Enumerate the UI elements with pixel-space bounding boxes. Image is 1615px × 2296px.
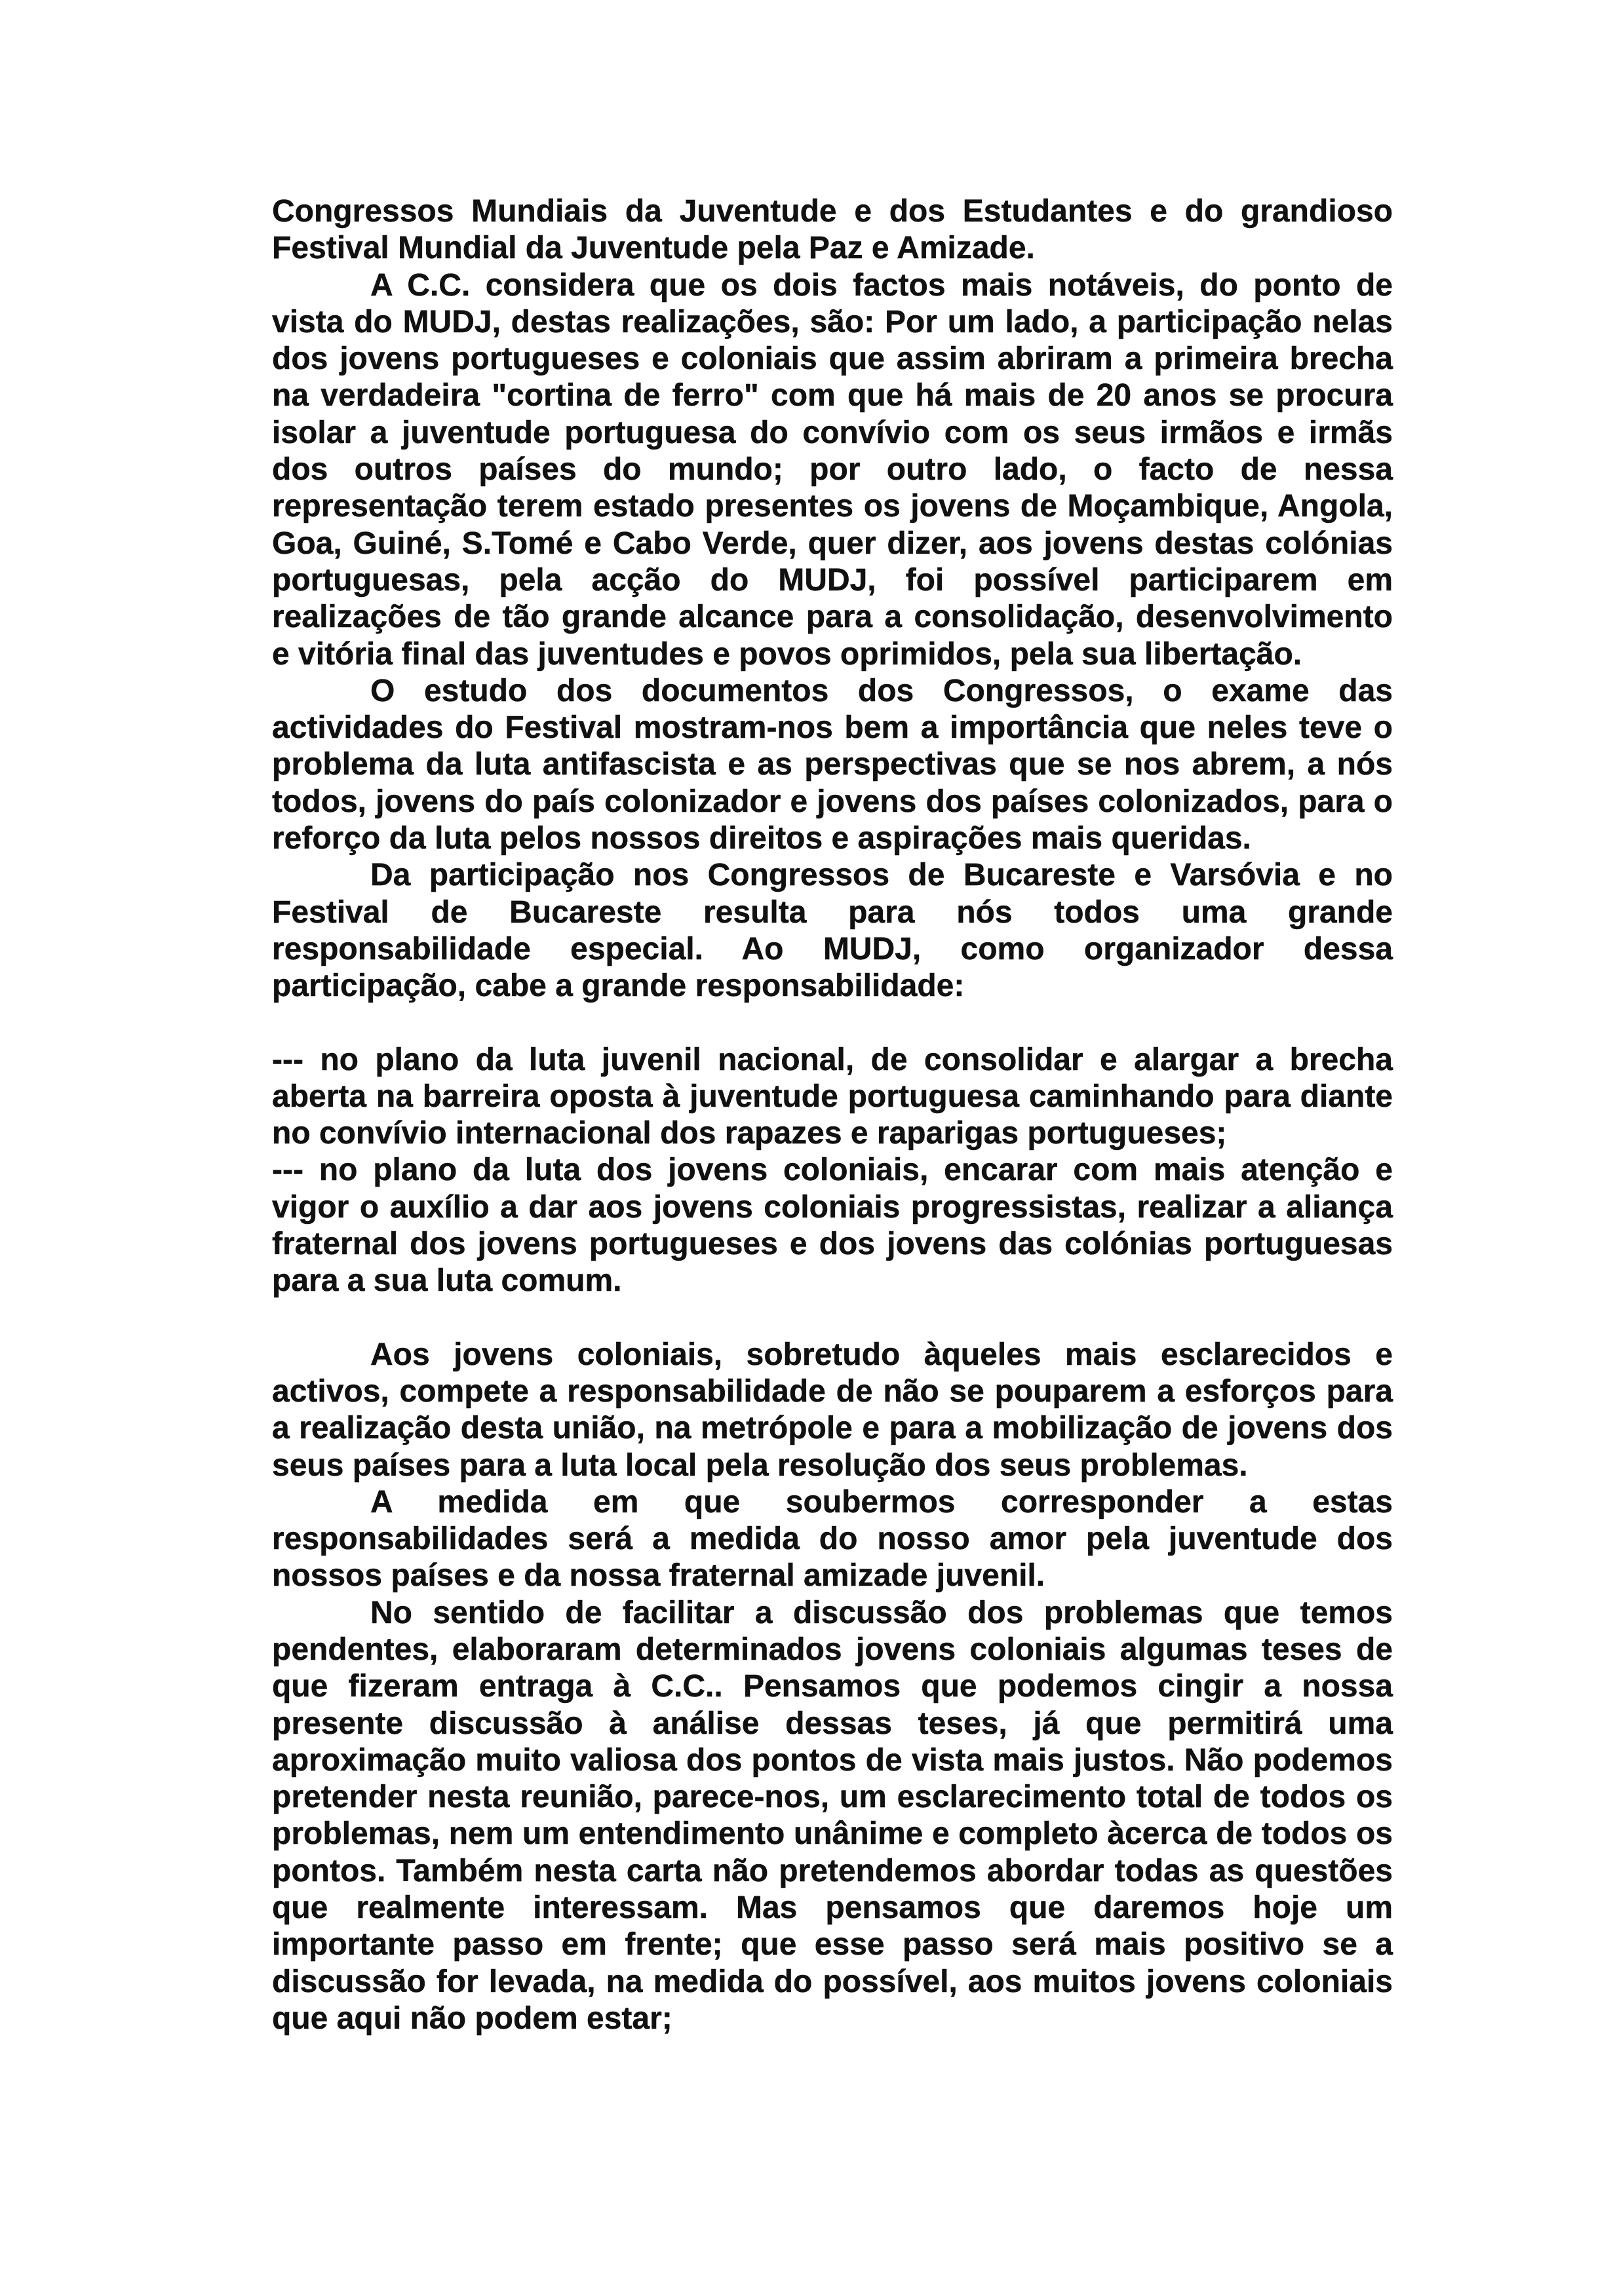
paragraph-participacao: Da participação nos Congressos de Bucareste e Varsóvia e no Festival de Bucareste resulta para nós todos uma grande responsabilidade especial. Ao MUDJ, como organizador dessa participação, cabe a grande responsabilidade:	[272, 858, 1393, 1004]
list-item-luta-coloniais: --- no plano da luta dos jovens coloniais, encarar com mais atenção e vigor o auxílio a dar aos jovens coloniais progressistas, realizar a aliança fraternal dos jovens portugueses e dos jovens das colónias portuguesas para a sua luta comum.	[272, 1153, 1393, 1299]
document-body	[272, 193, 1393, 2037]
list-item-luta-nacional: --- no plano da luta juvenil nacional, de consolidar e alargar a brecha aberta na barreira oposta à juventude portuguesa caminhando para diante no convívio internacional dos rapazes e raparigas portugueses;	[272, 1042, 1393, 1151]
paragraph-medida: A medida em que soubermos corresponder a estas responsabilidades será a medida do nosso amor pela juventude dos nossos países e da nossa fraternal amizade juvenil.	[272, 1484, 1393, 1594]
paragraph-estudo-documentos: O estudo dos documentos dos Congressos, o exame das actividades do Festival mostram-nos bem a importância que neles teve o problema da luta antifascista e as perspectivas que se nos abrem, a nós todos, jovens do país colonizador e jovens dos países colonizados, para o reforço da luta pelos nossos direitos e aspirações mais queridas.	[272, 673, 1393, 856]
paragraph-congressos: Congressos Mundiais da Juventude e dos Estudantes e do grandioso Festival Mundial da Juventude pela Paz e Amizade.	[272, 194, 1393, 266]
paragraph-cc-considera: A C.C. considera que os dois factos mais notáveis, do ponto de vista do MUDJ, destas realizações, são: Por um lado, a participação nelas dos jovens portugueses e coloniais que assim abriram a primeira brecha na verdadeira "cortina de ferro" com que há mais de 20 anos se procura isolar a juventude portuguesa do convívio com os seus irmãos e irmãs dos outros países do mundo; por outro lado, o facto de nessa representação terem estado presentes os jovens de Moçambique, Angola, Goa, Guiné, S.Tomé e Cabo Verde, quer dizer, aos jovens destas colónias portuguesas, pela acção do MUDJ, foi possível participarem em realizações de tão grande alcance para a consolidação, desenvolvimento e vitória final das juventudes e povos oprimidos, pela sua libertação.	[272, 267, 1393, 672]
paragraph-jovens-coloniais: Aos jovens coloniais, sobretudo àqueles mais esclarecidos e activos, compete a responsabilidade de não se pouparem a esforços para a realização desta união, na metrópole e para a mobilização de jovens dos seus países para a luta local pela resolução dos seus problemas.	[272, 1337, 1393, 1483]
paragraph-sentido: No sentido de facilitar a discussão dos problemas que temos pendentes, elaboraram determinados jovens coloniais algumas teses de que fizeram entraga à C.C.. Pensamos que podemos cingir a nossa presente discussão à análise dessas teses, já que permitirá uma aproximação muito valiosa dos pontos de vista mais justos. Não podemos pretender nesta reunião, parece-nos, um esclarecimento total de todos os problemas, nem um entendimento unânime e completo àcerca de todos os pontos. Também nesta carta não pretendemos abordar todas as questões que realmente interessam. Mas pensamos que daremos hoje um importante passo em frente; que esse passo será mais positivo se a discussão for levada, na medida do possível, aos muitos jovens coloniais que aqui não podem estar;	[272, 1595, 1393, 2036]
